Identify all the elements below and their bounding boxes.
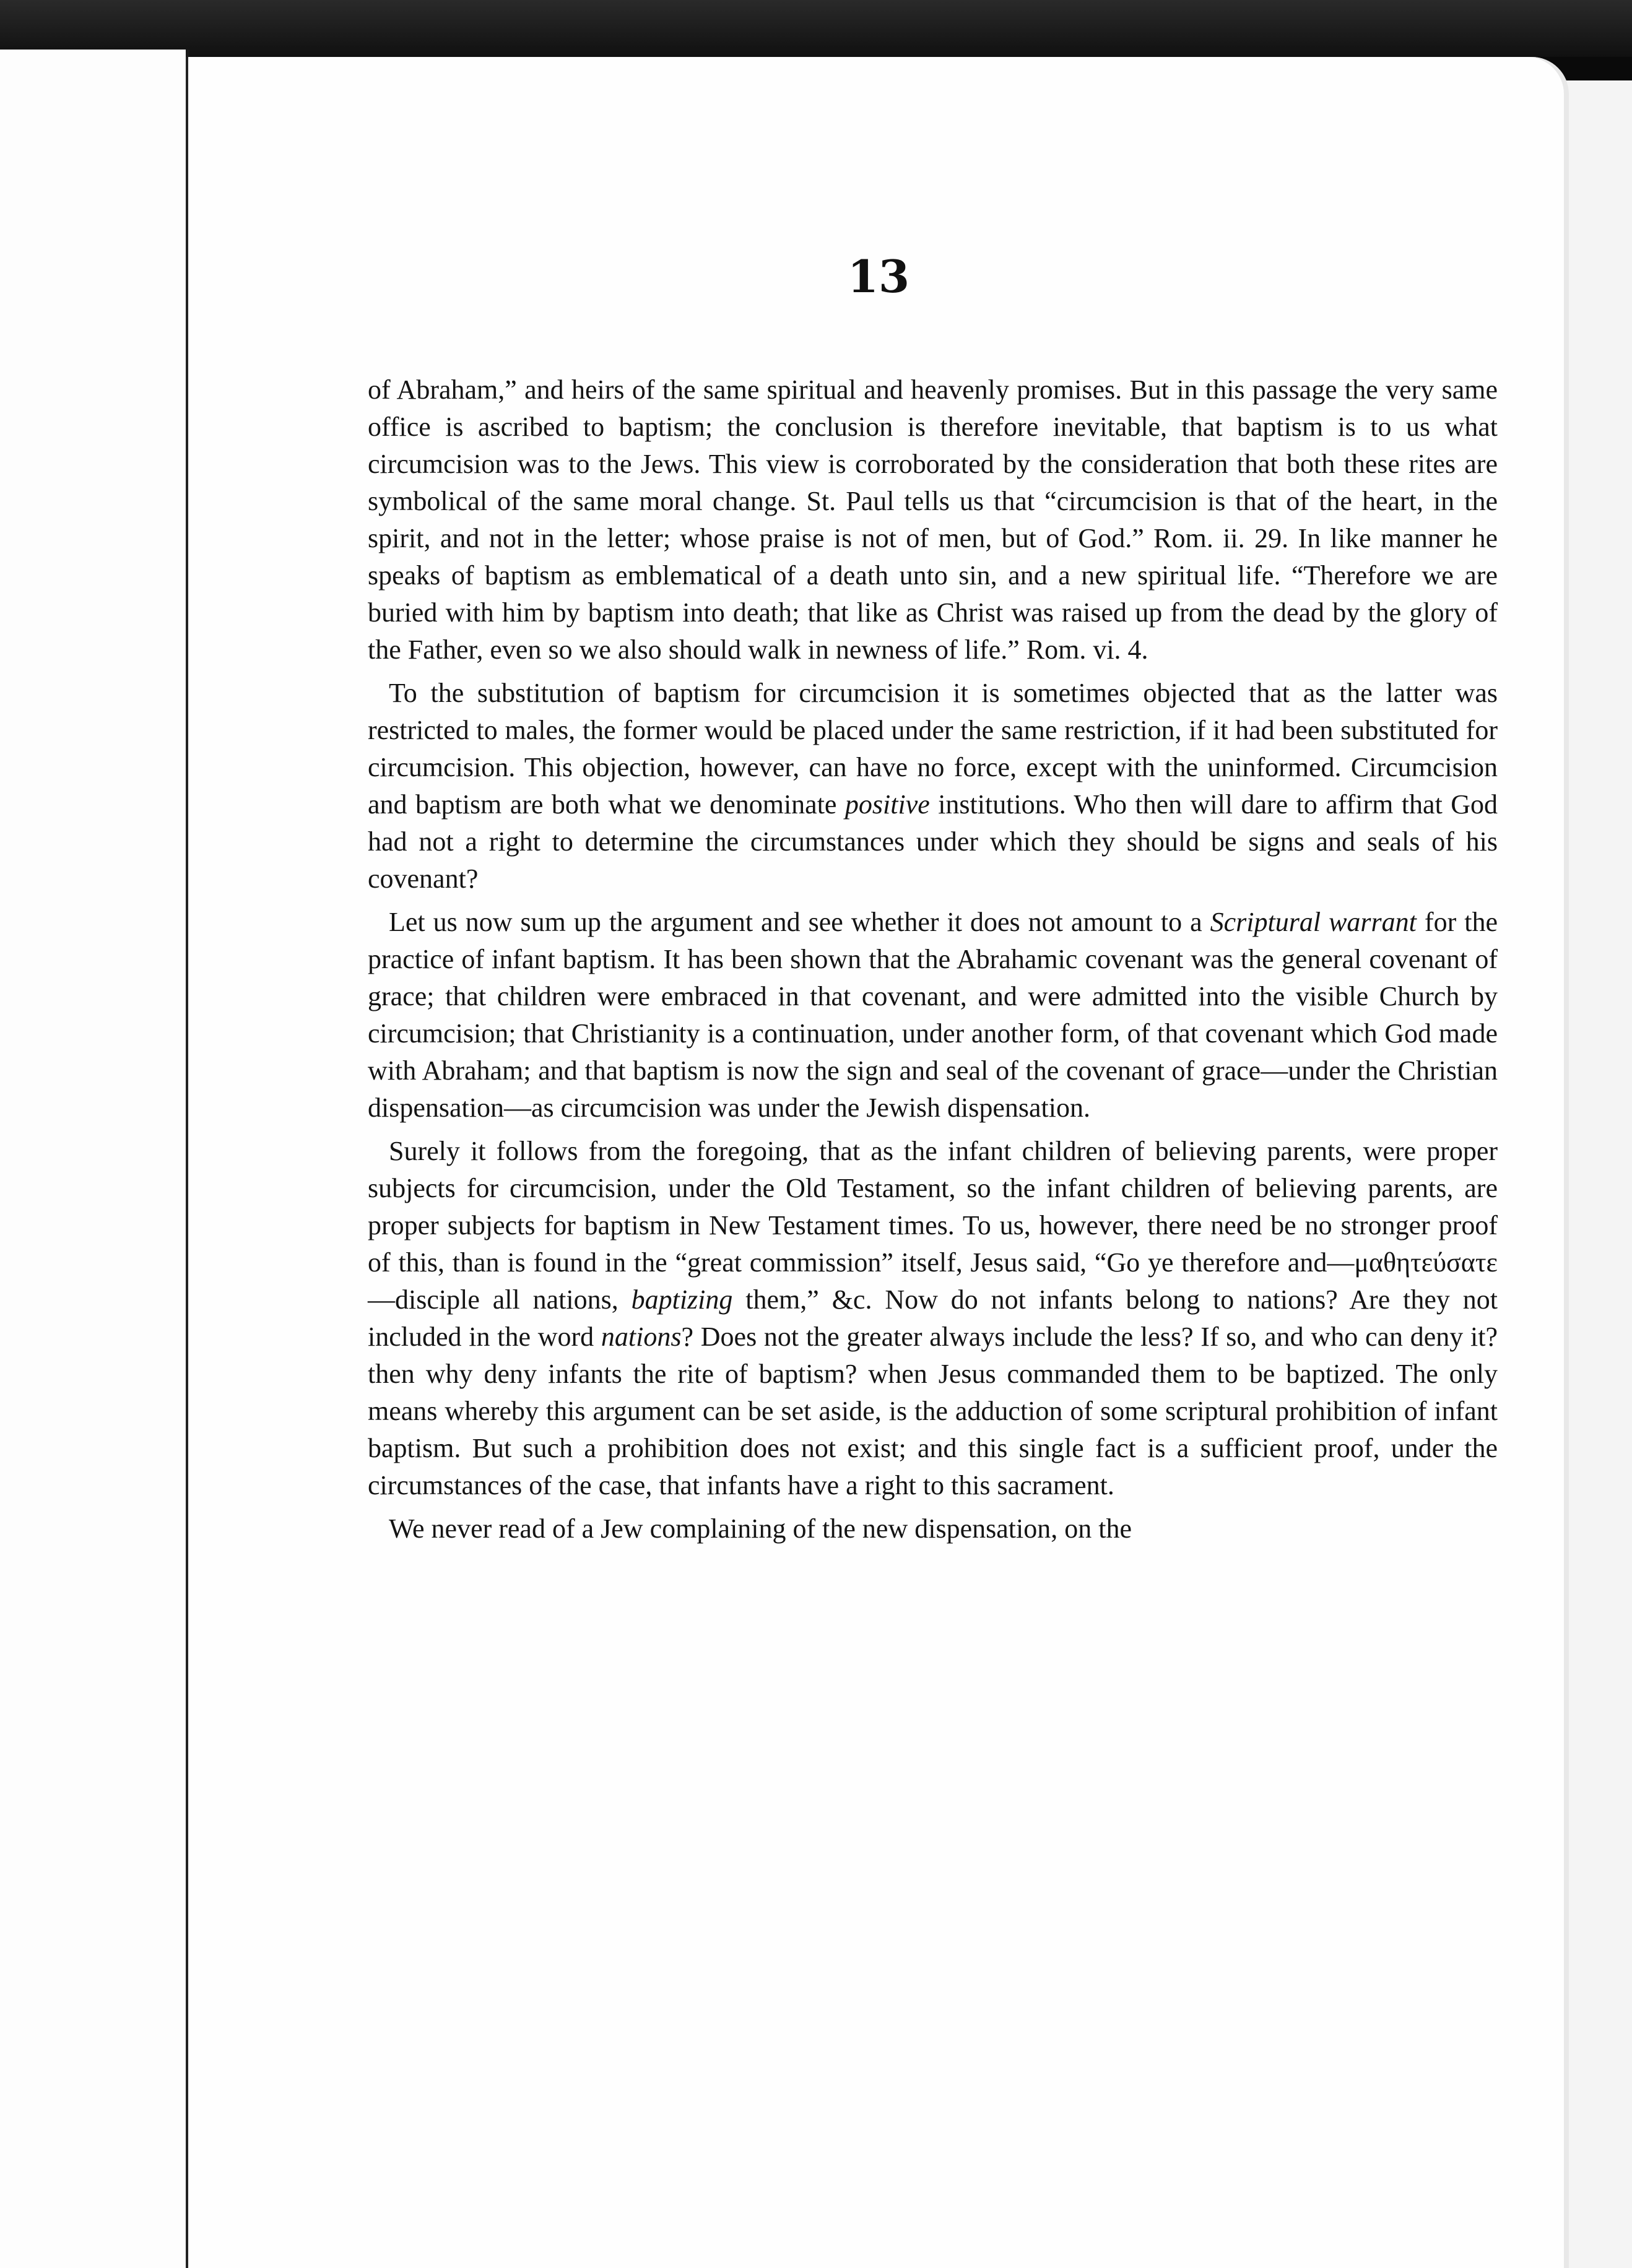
page-right-edge xyxy=(1566,80,1632,2268)
emphasis-scriptural-warrant: Scriptural warrant xyxy=(1210,907,1417,937)
book-page xyxy=(186,57,1569,2268)
paragraph-4 xyxy=(368,1133,1498,1504)
paragraph-4-part-2: them,” &c. Now do not infants belong to nations? Are they not included in the word xyxy=(368,1284,1498,1352)
scan-top-border xyxy=(0,0,1632,57)
body-text xyxy=(368,371,1498,1554)
paragraph-2 xyxy=(368,675,1498,898)
paragraph-3 xyxy=(368,904,1498,1127)
paragraph-2-part-2: institutions. Who then will dare to affirm that God had not a right to determine the circumstances under which they should be signs and seals of his covenant? xyxy=(368,789,1498,894)
page-number: 13 xyxy=(847,250,910,303)
paragraph-2-part-1: To the substitution of baptism for circumcision it is sometimes objected that as the latter was restricted to males, the former would be placed under the same restriction, if it had been substituted for circumcision. This objection, however, can have no force, except with the uninformed. Circumcision and baptism are both what we denominate xyxy=(368,678,1498,820)
paragraph-3-part-2: for the practice of infant baptism. It has been shown that the Abrahamic covenant was the general covenant of grace; that children were embraced in that covenant, and were admitted into the visible Church by circumcision; that Christianity is a continuation, under another form, of that covenant which God made with Abraham; and that baptism is now the sign and seal of the covenant of grace—under the Christian dispensation—as circumcision was under the Jewish dispensation. xyxy=(368,907,1498,1123)
paragraph-4-part-3: ? Does not the greater always include the less? If so, and who can deny it? then why deny infants the rite of baptism? when Jesus commanded them to be baptized. The only means whereby this argument can be set aside, is the adduction of some scriptural prohibition of infant baptism. But such a prohibition does not exist; and this single fact is a sufficient proof, under the circumstances of the case, that infants have a right to this sacrament. xyxy=(368,1322,1498,1500)
emphasis-baptizing: baptizing xyxy=(631,1284,733,1315)
emphasis-positive: positive xyxy=(844,789,930,820)
facing-page-edge xyxy=(0,50,189,2268)
paragraph-3-part-1: Let us now sum up the argument and see whether it does not amount to a xyxy=(389,907,1210,937)
paragraph-5: We never read of a Jew complaining of the new dispensation, on the xyxy=(389,1513,1132,1544)
paragraph-4-part-1: Surely it follows from the foregoing, that as the infant children of believing parents, were proper subjects for circumcision, under the Old Testament, so the infant children of believing parents, are proper subjects for baptism in New Testament times. To us, however, there need be no stronger proof of this, than is found in the “great commission” itself, Jesus said, “Go ye therefore and—μαθητεύσατε—disciple all nations, xyxy=(368,1136,1498,1315)
paragraph-1: of Abraham,” and heirs of the same spiritual and heavenly promises. But in this passage the very same office is ascribed to baptism; the conclusion is therefore inevitable, that baptism is to us what circumcision was to the Jews. This view is corroborated by the consideration that both these rites are symbolical of the same moral change. St. Paul tells us that “circumcision is that of the heart, in the spirit, and not in the letter; whose praise is not of men, but of God.” Rom. ii. 29. In like manner he speaks of baptism as emblematical of a death unto sin, and a new spiritual life. “Therefore we are buried with him by baptism into death; that like as Christ was raised up from the dead by the glory of the Father, even so we also should walk in newness of life.” Rom. vi. 4. xyxy=(368,374,1498,665)
emphasis-nations: nations xyxy=(601,1322,682,1352)
